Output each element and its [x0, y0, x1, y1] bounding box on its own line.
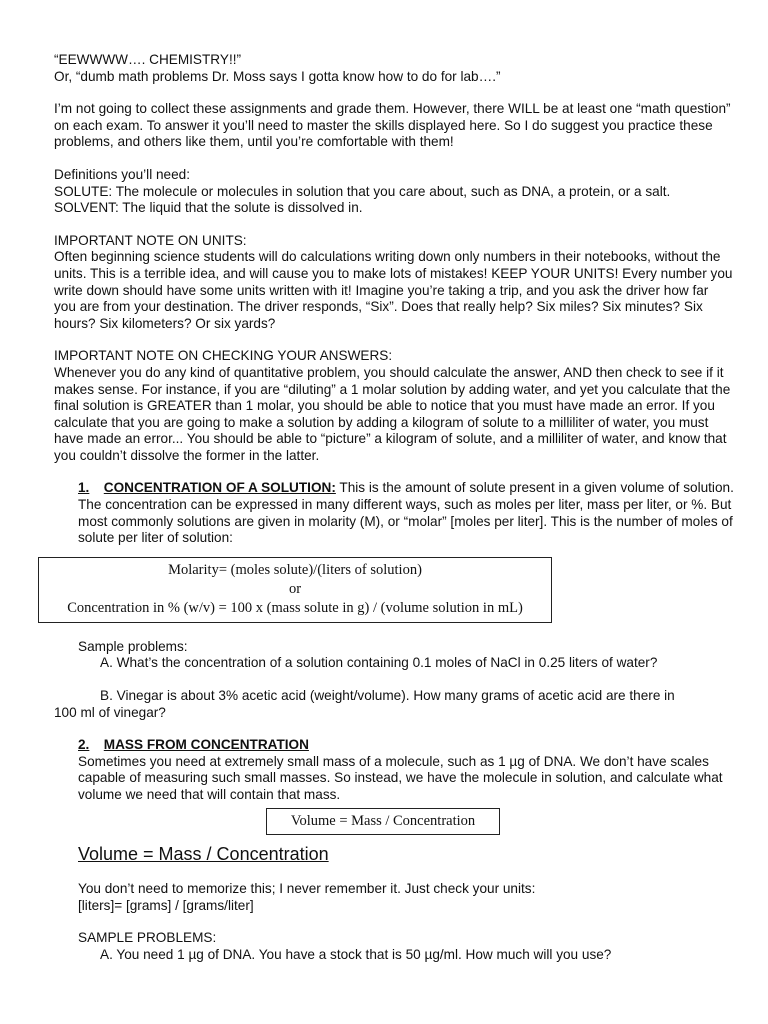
sample-problems-heading-2: SAMPLE PROBLEMS: [78, 930, 217, 946]
section-1-number: 1. [78, 480, 90, 496]
title-line-1: “EEWWWW…. CHEMISTRY!!” [54, 52, 242, 67]
molarity-formula: Molarity= (moles solute)/(liters of solution) [168, 561, 422, 578]
section-2-number: 2. [78, 737, 90, 753]
percent-formula: Concentration in % (w/v) = 100 x (mass solute in g) / (volume solution in mL) [67, 599, 523, 616]
title-line-2: Or, “dumb math problems Dr. Moss says I gotta know how to do for lab….” [54, 68, 501, 84]
section-2-heading: MASS FROM CONCENTRATION [103, 737, 309, 753]
checking-note-body: Whenever you do any kind of quantitative problem, you should calculate the answer, AND then check to see if it makes sense. For instance, if you are “diluting” a 1 molar solution by adding water, and yet you calculate that the final solution is GREATER than 1 molar, you should be able to notice that you must have made an error. If you calculate that you are going to make a solution by adding a kilogram of solute to a milliliter of water, you must have made an error... You should be able to “picture” a kilogram of solute, and a milliliter of water, and know that you couldn’t dissolve the former in the latter. [54, 364, 731, 463]
definitions-heading: Definitions you’ll need: [54, 166, 191, 182]
formula-or: or [288, 580, 302, 597]
units-note-body: Often beginning science students will do calculations writing down only numbers in their notebooks, without the units. This is a terrible idea, and will cause you to make lots of mistakes! KEEP YOUR UNITS! Every number you write down should have some units written with it! Imagine you’re taking a trip, and you ask the driver how far you are from your destination. The driver responds, “Six”. Does that really help? Six miles? Six minutes? Six hours? Six kilometers? Or six yards? [54, 249, 733, 331]
memorize-note: You don’t need to memorize this; I never remember it. Just check your units: [78, 881, 536, 897]
section-2 [78, 737, 734, 754]
section-1-heading: CONCENTRATION OF A SOLUTION: [103, 480, 336, 496]
section-1 [78, 480, 734, 546]
document-page [54, 52, 734, 964]
units-note-heading: IMPORTANT NOTE ON UNITS: [54, 232, 247, 248]
sample-problems-heading: Sample problems: [78, 638, 188, 654]
volume-formula-box: Volume = Mass / Concentration [266, 808, 500, 836]
intro-paragraph: I’m not going to collect these assignments and grade them. However, there WILL be at least one “math question” on each exam. To answer it you’ll need to master the skills displayed here. So I do suggest you practice these problems, and others like them, until you’re comfortable with them! [54, 101, 731, 150]
units-check: [liters]= [grams] / [grams/liter] [78, 897, 254, 913]
problem-1b-cont: 100 ml of vinegar? [54, 704, 166, 720]
problem-1b: B. Vinegar is about 3% acetic acid (weight/volume). How many grams of acetic acid are there in [100, 688, 675, 704]
section-2-body: Sometimes you need at extremely small mass of a molecule, such as 1 µg of DNA. We don’t have scales capable of measuring such small masses. So instead, we have the molecule in solution, and calculate what volume we need that will contain that mass. [78, 753, 723, 802]
problem-1a: A. What’s the concentration of a solution containing 0.1 moles of NaCl in 0.25 liters of water? [100, 655, 658, 671]
problem-2a: A. You need 1 µg of DNA. You have a stock that is 50 µg/ml. How much will you use? [100, 946, 612, 962]
molarity-formula-box [38, 557, 552, 623]
definition-solvent: SOLVENT: The liquid that the solute is dissolved in. [54, 200, 363, 216]
checking-note-heading: IMPORTANT NOTE ON CHECKING YOUR ANSWERS: [54, 348, 393, 364]
section-1-body-start: This is the amount of solute present in a given volume of solution. The concentration can be expressed in many different ways, such as moles per liter, mass per liter, or %. But most commonly solutions are given in molarity (M), or “molar” [moles per liter]. This is the number of moles of solute per liter of solution: [78, 480, 734, 546]
volume-formula-large: Volume = Mass / Concentration [78, 844, 329, 865]
definition-solute: SOLUTE: The molecule or molecules in solution that you care about, such as DNA, a protein, or a salt. [54, 183, 671, 199]
